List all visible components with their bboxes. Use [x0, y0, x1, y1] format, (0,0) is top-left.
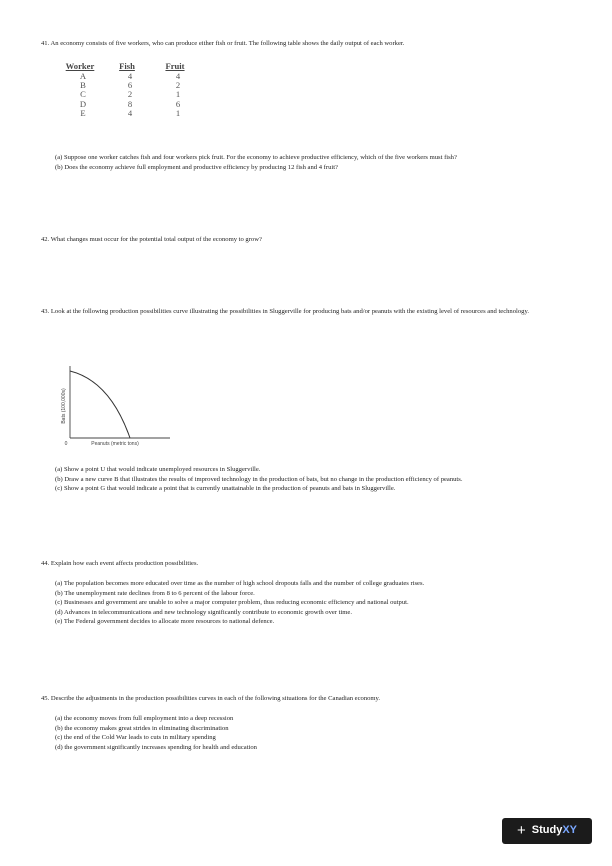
fish-cell: 6 [127, 80, 133, 91]
question-45-part-c: (c) the end of the Cold War leads to cuts in military spending [55, 734, 216, 742]
worker-cell: E [80, 107, 86, 118]
question-41-part-a: (a) Suppose one worker catches fish and four workers pick fruit. For the economy to achieve productive efficiency, which of the five workers must fish? [55, 154, 457, 161]
question-45-part-d: (d) the government significantly increases spending for health and education [55, 743, 257, 751]
fruit-cell: 6 [175, 98, 181, 109]
question-43-parts [55, 465, 575, 494]
column-header-fish: Fish [119, 61, 135, 71]
fruit-cell: 4 [175, 71, 181, 82]
fish-cell: 4 [127, 107, 133, 118]
fish-cell: 2 [127, 89, 133, 100]
worker-cell: C [80, 89, 86, 100]
table-row [60, 109, 202, 118]
column-header-worker: Worker [65, 61, 95, 71]
question-41-parts [55, 153, 575, 172]
question-44-text: 44. Explain how each event affects production possibilities. [41, 560, 199, 567]
worker-cell: B [80, 80, 86, 91]
question-41-text: 41. An economy consists of five workers, who can produce either fish or fruit. The following table shows the daily output of each worker. [41, 40, 405, 47]
y-axis-label: Bats (100,000s) [61, 388, 67, 424]
question-44-part-e: (e) The Federal government decides to allocate more resources to national defence. [55, 618, 275, 626]
question-44-part-c: (c) Businesses and government are unable to solve a major computer problem, thus reducing economic efficiency and national output. [55, 599, 409, 607]
column-header-fruit: Fruit [165, 61, 185, 71]
question-44-parts [55, 579, 575, 627]
question-41-part-b: (b) Does the economy achieve full employment and productive efficiency by producing 12 fish and 4 fruit? [55, 163, 338, 171]
fish-cell: 4 [127, 71, 133, 82]
fruit-cell: 1 [175, 107, 181, 118]
origin-label: 0 [64, 441, 68, 447]
question-44-part-d: (d) Advances in telecommunications and new technology significantly contribute to economic growth over time. [55, 608, 353, 616]
worker-output-table [60, 60, 202, 118]
question-45-text: 45. Describe the adjustments in the production possibilities curves in each of the following situations for the Canadian economy. [41, 695, 381, 702]
question-45-part-a: (a) the economy moves from full employment into a deep recession [55, 715, 234, 722]
ppc-curve [70, 371, 130, 438]
question-43-part-c: (c) Show a point G that would indicate a point that is currently unattainable in the production of peanuts and bats in Sluggerville. [55, 485, 396, 493]
production-possibilities-chart [60, 361, 175, 453]
worker-cell: D [79, 98, 87, 109]
badge-study-text: StudyXY [531, 824, 577, 837]
studyxy-logo-badge[interactable] [502, 818, 592, 844]
question-44-part-a: (a) The population becomes more educated over time as the number of high school dropouts falls and the number of college graduates rises. [55, 580, 425, 587]
question-43-part-a: (a) Show a point U that would indicate unemployed resources in Sluggerville. [55, 466, 261, 473]
question-45-parts [55, 714, 575, 752]
question-43-text: 43. Look at the following production possibilities curve illustrating the possibilities in Sluggerville for producing bats and/or peanuts with the existing level of resources and technology. [41, 308, 529, 315]
x-axis-label: Peanuts (metric tons) [91, 441, 139, 447]
question-44-part-b: (b) The unemployment rate declines from 8 to 6 percent of the labour force. [55, 589, 255, 597]
plus-icon: + [516, 822, 526, 840]
question-45-part-b: (b) the economy makes great strides in eliminating discrimination [55, 724, 229, 732]
question-42-text: 42. What changes must occur for the potential total output of the economy to grow? [41, 236, 262, 243]
fruit-cell: 1 [175, 89, 181, 100]
fruit-cell: 2 [175, 80, 181, 91]
fish-cell: 8 [127, 98, 133, 109]
question-43-part-b: (b) Draw a new curve B that illustrates the results of improved technology in the production of bats, but no change in the production efficiency of peanuts. [55, 475, 463, 483]
worker-cell: A [79, 71, 87, 82]
